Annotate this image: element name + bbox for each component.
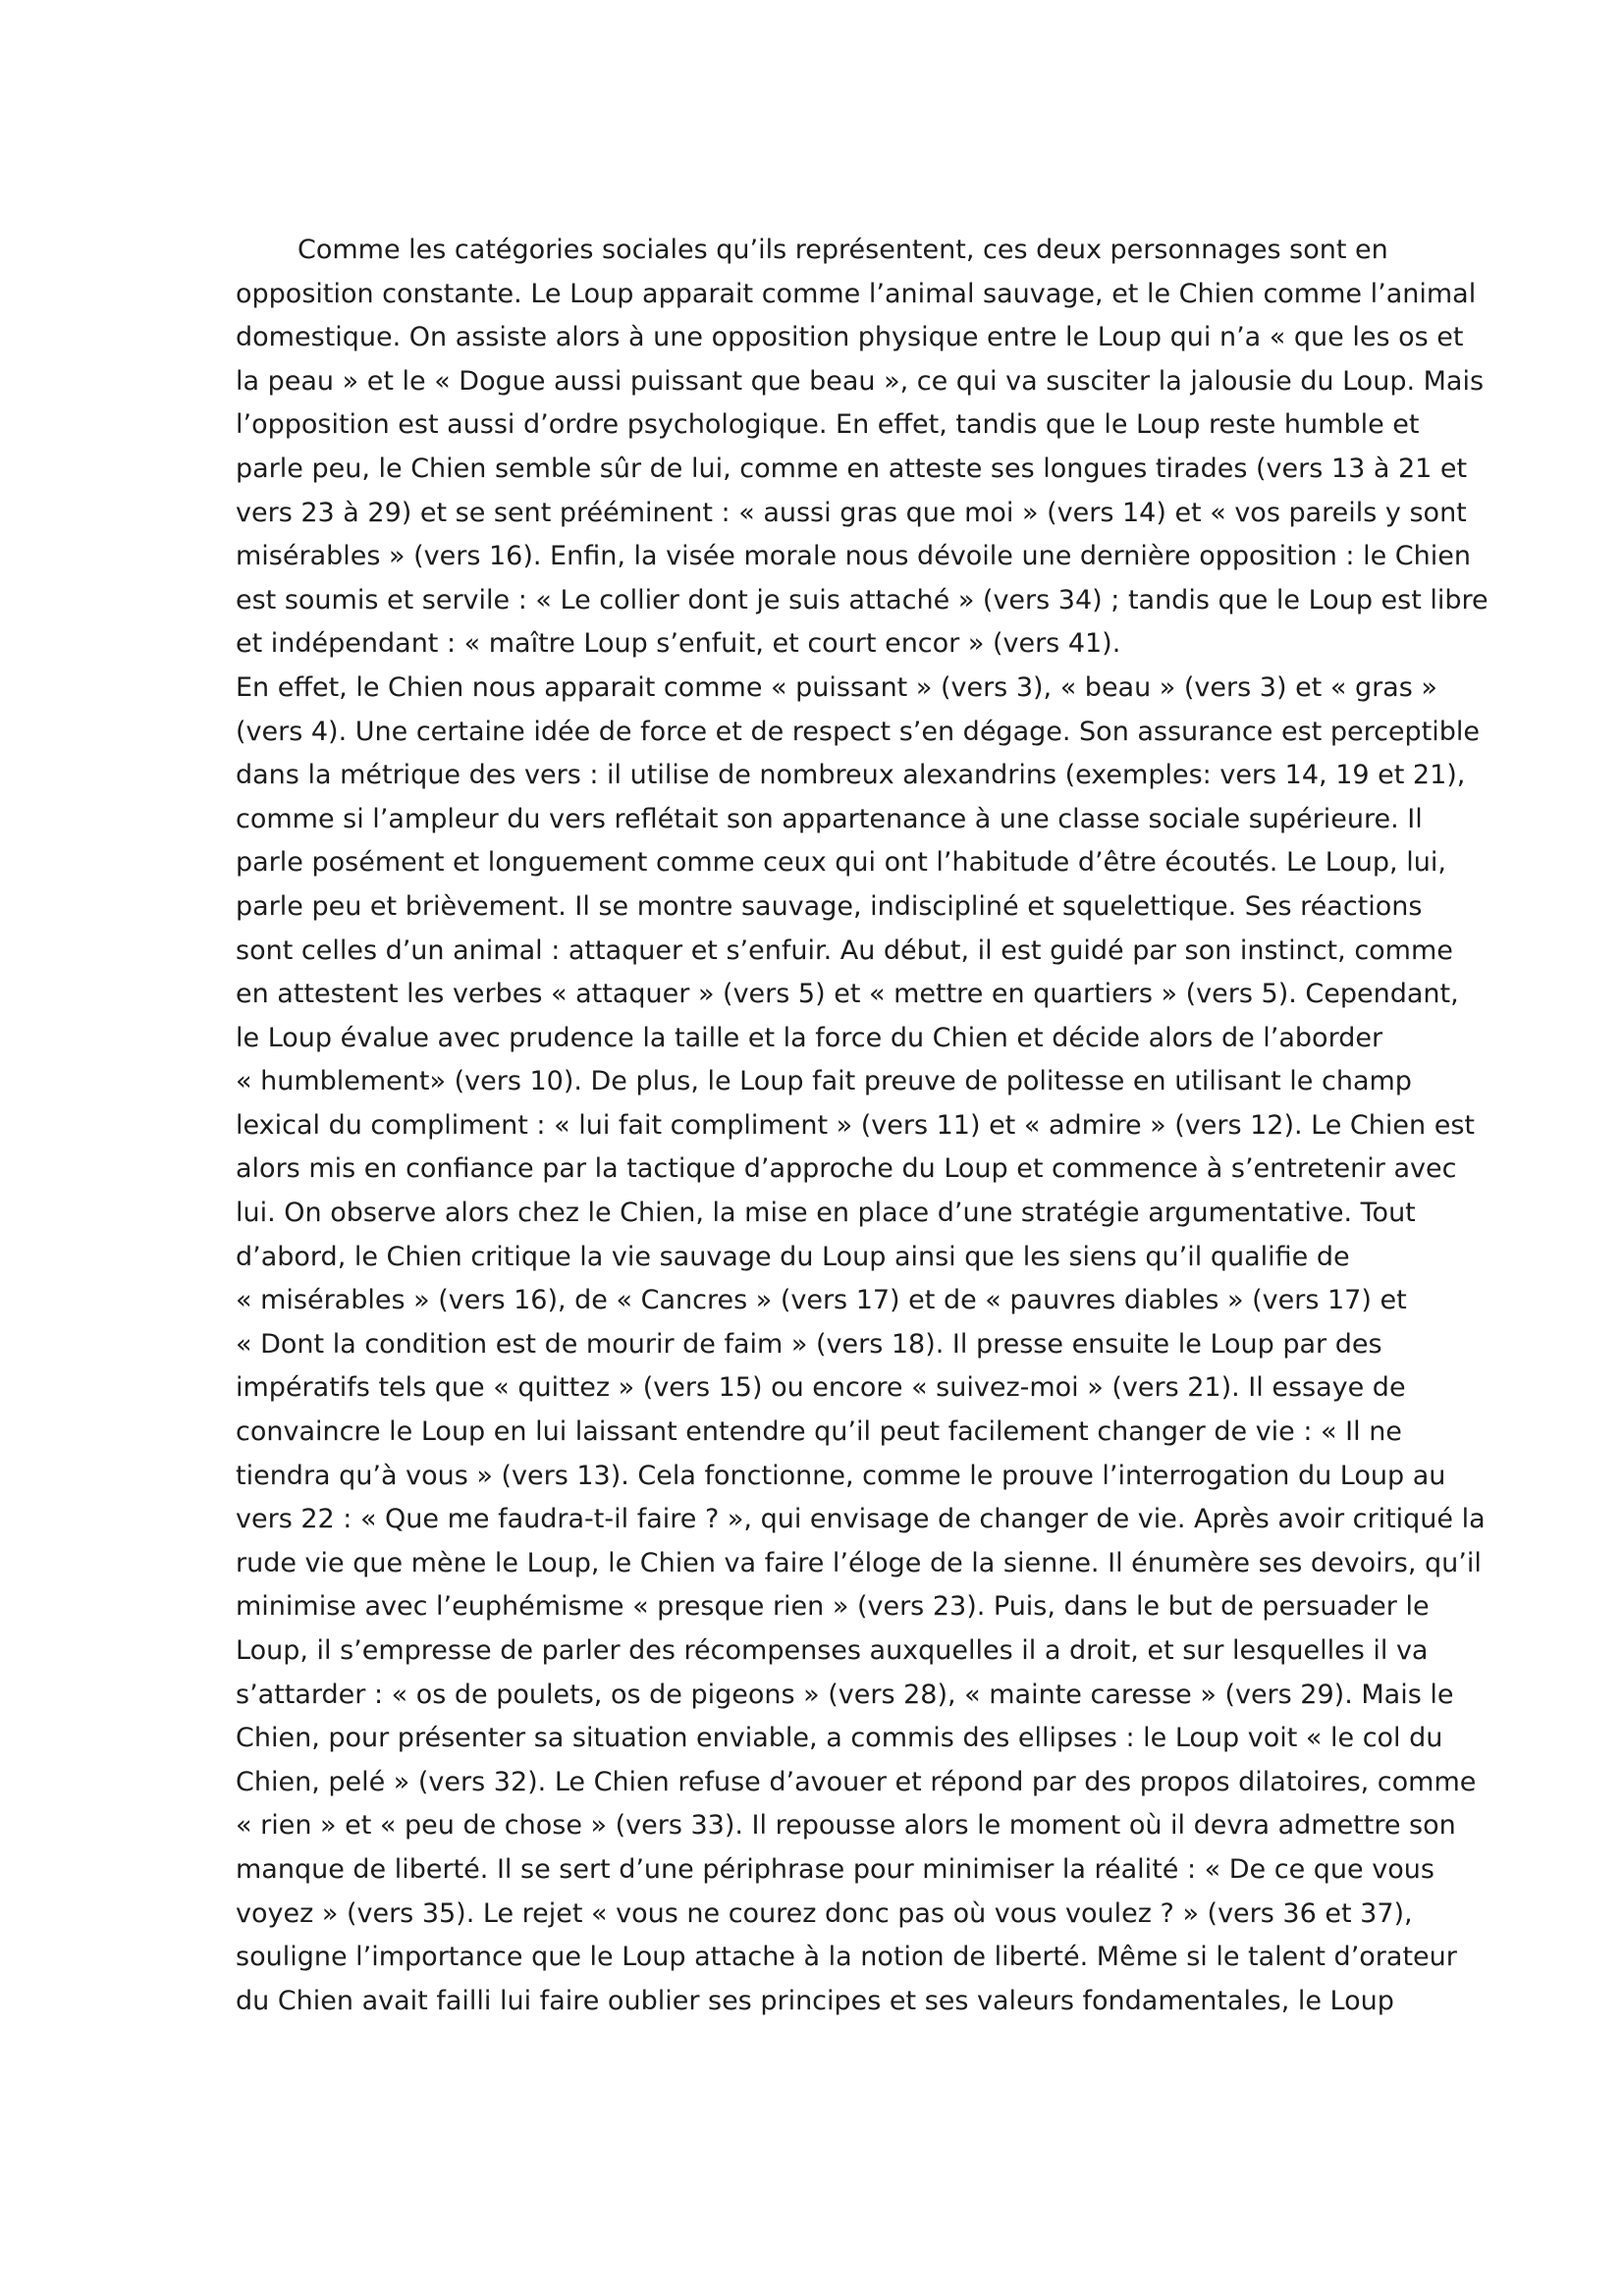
text-line: parle peu et brièvement. Il se montre sauvage, indiscipliné et squelettique. Ses réactions: [236, 890, 1423, 922]
text-line: souligne l’importance que le Loup attache à la notion de liberté. Même si le talent d’orateur: [236, 1942, 1457, 1973]
text-line: vers 22 : « Que me faudra-t-il faire ? », qui envisage de changer de vie. Après avoir critiqué la: [236, 1504, 1486, 1535]
text-line: et indépendant : « maître Loup s’enfuit, et court encor » (vers 41).: [236, 628, 1121, 660]
text-line: rude vie que mène le Loup, le Chien va faire l’éloge de la sienne. Il énumère ses devoirs, qu’il: [236, 1547, 1482, 1578]
text-line: Chien, pour présenter sa situation enviable, a commis des ellipses : le Loup voit « le col du: [236, 1723, 1443, 1754]
text-line: Comme les catégories sociales qu’ils représentent, ces deux personnages sont en: [298, 235, 1388, 265]
text-line: l’opposition est aussi d’ordre psychologique. En effet, tandis que le Loup reste humble et: [236, 409, 1420, 441]
text-line: domestique. On assiste alors à une opposition physique entre le Loup qui n’a « que les os et: [236, 322, 1464, 353]
text-line: « rien » et « peu de chose » (vers 33). Il repousse alors le moment où il devra admettre son: [236, 1810, 1456, 1842]
text-line: s’attarder : « os de poulets, os de pigeons » (vers 28), « mainte caresse » (vers 29). Mais le: [236, 1679, 1454, 1710]
text-line: Chien, pelé » (vers 32). Le Chien refuse d’avouer et répond par des propos dilatoires, comme: [236, 1766, 1477, 1797]
text-line: alors mis en confiance par la tactique d’approche du Loup et commence à s’entretenir avec: [236, 1153, 1457, 1185]
text-line: (vers 4). Une certaine idée de force et de respect s’en dégage. Son assurance est perceptible: [236, 716, 1481, 747]
text-line: minimise avec l’euphémisme « presque rien » (vers 23). Puis, dans le but de persuader le: [236, 1591, 1430, 1623]
text-line: lexical du compliment : « lui fait compliment » (vers 11) et « admire » (vers 12). Le Chien est: [236, 1109, 1475, 1141]
text-line: dans la métrique des vers : il utilise de nombreux alexandrins (exemples: vers 14, 19 et 21),: [236, 760, 1466, 791]
text-line: « misérables » (vers 16), de « Cancres » (vers 17) et de « pauvres diables » (vers 17) et: [236, 1285, 1407, 1316]
text-line: convaincre le Loup en lui laissant entendre qu’il peut facilement changer de vie : « Il ne: [236, 1416, 1402, 1448]
document-body: [236, 229, 1489, 2023]
text-line: « Dont la condition est de mourir de faim » (vers 18). Il presse ensuite le Loup par des: [236, 1328, 1382, 1360]
text-line: la peau » et le « Dogue aussi puissant que beau », ce qui va susciter la jalousie du Loup. Mais: [236, 365, 1485, 397]
text-line: en attestent les verbes « attaquer » (vers 5) et « mettre en quartiers » (vers 5). Cependant,: [236, 979, 1459, 1010]
text-line: d’abord, le Chien critique la vie sauvage du Loup ainsi que les siens qu’il qualifie de: [236, 1241, 1350, 1272]
text-line: comme si l’ampleur du vers reflétait son appartenance à une classe sociale supérieure. Il: [236, 803, 1423, 834]
text-line: sont celles d’un animal : attaquer et s’enfuir. Au début, il est guidé par son instinct, comme: [236, 934, 1453, 966]
text-line: parle peu, le Chien semble sûr de lui, comme en atteste ses longues tirades (vers 13 à 21 et: [236, 453, 1468, 484]
text-line: opposition constante. Le Loup apparait comme l’animal sauvage, et le Chien comme l’animal: [236, 278, 1477, 309]
text-line: parle posément et longuement comme ceux qui ont l’habitude d’être écoutés. Le Loup, lui,: [236, 847, 1446, 879]
text-line: lui. On observe alors chez le Chien, la mise en place d’une stratégie argumentative. Tout: [236, 1198, 1416, 1229]
text-line: est soumis et servile : « Le collier dont je suis attaché » (vers 34) ; tandis que le Loup est libre: [236, 584, 1489, 615]
text-line: vers 23 à 29) et se sent prééminent : « aussi gras que moi » (vers 14) et « vos pareils y sont: [236, 497, 1467, 528]
text-line: misérables » (vers 16). Enfin, la visée morale nous dévoile une dernière opposition : le Chien: [236, 541, 1471, 572]
text-line: En effet, le Chien nous apparait comme « puissant » (vers 3), « beau » (vers 3) et « gras »: [236, 671, 1437, 703]
text-line: voyez » (vers 35). Le rejet « vous ne courez donc pas où vous voulez ? » (vers 36 et 37),: [236, 1897, 1413, 1929]
text-line: impératifs tels que « quittez » (vers 15) ou encore « suivez-moi » (vers 21). Il essaye de: [236, 1372, 1406, 1404]
text-line: Loup, il s’empresse de parler des récompenses auxquelles il a droit, et sur lesquelles il va: [236, 1635, 1429, 1666]
text-line: manque de liberté. Il se sert d’une périphrase pour minimiser la réalité : « De ce que vous: [236, 1853, 1435, 1885]
text-line: du Chien avait failli lui faire oublier ses principes et ses valeurs fondamentales, le Loup: [236, 1985, 1394, 2016]
text-line: le Loup évalue avec prudence la taille et la force du Chien et décide alors de l’aborder: [236, 1022, 1383, 1053]
text-line: « humblement» (vers 10). De plus, le Loup fait preuve de politesse en utilisant le champ: [236, 1066, 1412, 1097]
text-line: tiendra qu’à vous » (vers 13). Cela fonctionne, comme le prouve l’interrogation du Loup au: [236, 1460, 1446, 1491]
